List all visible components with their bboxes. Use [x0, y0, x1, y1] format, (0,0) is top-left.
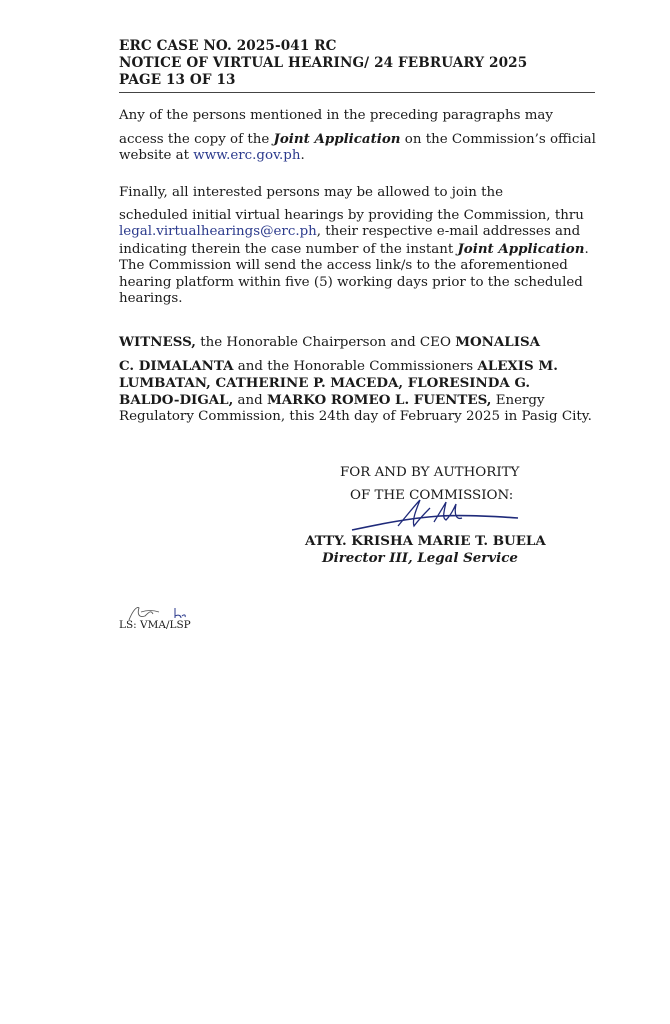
paragraph-access-copy: [119, 108, 629, 165]
text-line: legal.virtualhearings@erc.ph, their respective e-mail addresses and: [119, 224, 581, 239]
notice-title: NOTICE OF VIRTUAL HEARING/ 24 FEBRUARY 2025: [119, 55, 528, 71]
text-line: scheduled initial virtual hearings by providing the Commission, thru: [119, 207, 584, 223]
header-divider: [119, 92, 595, 93]
authority-line: FOR AND BY AUTHORITY: [340, 465, 520, 480]
signatory-block: [300, 533, 600, 567]
hearing-email-link[interactable]: legal.virtualhearings@erc.ph: [119, 224, 317, 239]
signatory-name: ATTY. KRISHA MARIE T. BUELA: [305, 533, 546, 549]
text-line: BALDO-DIGAL, and MARKO ROMEO L. FUENTES, Energy: [119, 391, 545, 408]
text-line: hearing platform within five (5) working days prior to the scheduled: [119, 274, 583, 290]
page-number: PAGE 13 OF 13: [119, 72, 236, 88]
erc-website-link[interactable]: www.erc.gov.ph: [193, 148, 301, 163]
handwritten-signature: [350, 496, 520, 536]
text-line: indicating therein the case number of the instant Joint Application.: [119, 240, 589, 257]
text-line: The Commission will send the access link/s to the aforementioned: [119, 258, 568, 273]
text-line: access the copy of the Joint Application on the Commission’s official: [119, 130, 596, 147]
text-line: Regulatory Commission, this 24th day of February 2025 in Pasig City.: [119, 409, 592, 424]
text-line: website at www.erc.gov.ph.: [119, 148, 305, 163]
text-line: Any of the persons mentioned in the preceding paragraphs may: [119, 108, 553, 123]
case-header: [119, 38, 599, 89]
paragraph-witness: [119, 334, 629, 426]
paragraph-virtual-hearing: [119, 185, 629, 308]
reference-initials: LS: VMA/LSP: [119, 619, 191, 631]
text-line: C. DIMALANTA and the Honorable Commissioners ALEXIS M.: [119, 357, 558, 374]
text-line: WITNESS, the Honorable Chairperson and CEO MONALISA: [119, 334, 541, 350]
case-number: ERC CASE NO. 2025-041 RC: [119, 38, 337, 54]
text-line: LUMBATAN, CATHERINE P. MACEDA, FLORESINDA G.: [119, 375, 531, 391]
authority-line: OF THE COMMISSION:: [350, 488, 514, 503]
text-line: Finally, all interested persons may be allowed to join the: [119, 185, 504, 200]
signatory-title: Director III, Legal Service: [322, 550, 518, 566]
joint-application-emphasis: Joint Application: [273, 130, 401, 147]
text-line: hearings.: [119, 291, 183, 306]
joint-application-emphasis: Joint Application: [457, 240, 585, 257]
